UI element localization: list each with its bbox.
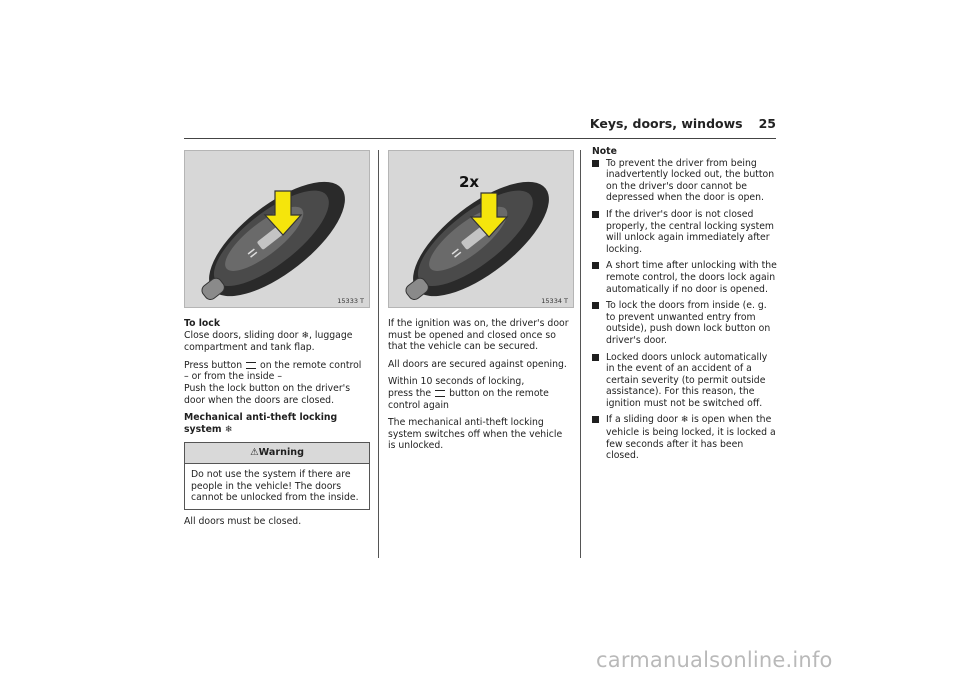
all-doors-closed: All doors must be closed. bbox=[184, 515, 302, 527]
square-bullet-icon bbox=[592, 416, 599, 423]
warning-header bbox=[185, 443, 369, 464]
lock-button-icon bbox=[435, 390, 445, 397]
column-divider-2 bbox=[580, 150, 581, 558]
note-list bbox=[592, 158, 778, 462]
warning-box bbox=[184, 442, 370, 509]
remote-key-illustration bbox=[185, 151, 369, 307]
lock-button-icon bbox=[246, 362, 256, 369]
list-item: If a sliding door ❄ is open when the vehicle is being locked, it is locked a few seconds after it has been closed. bbox=[592, 414, 778, 461]
option-star-icon: ❄ bbox=[680, 415, 689, 426]
square-bullet-icon bbox=[592, 354, 599, 361]
list-item: Locked doors unlock automatically in the event of an accident of a certain severity (to permit outside assistance). For this reason, the ignition must not be switched off. bbox=[592, 352, 778, 410]
warning-title: Warning bbox=[258, 447, 304, 459]
square-bullet-icon bbox=[592, 160, 599, 167]
left-column bbox=[184, 318, 370, 533]
figure-code: 15333 T bbox=[337, 297, 364, 305]
option-star-icon: ❄ bbox=[301, 330, 309, 341]
square-bullet-icon bbox=[592, 302, 599, 309]
square-bullet-icon bbox=[592, 211, 599, 218]
warning-text: Do not use the system if there are people in the vehicle! The doors cannot be unlocked from the inside. bbox=[191, 468, 359, 504]
middle-column bbox=[388, 318, 572, 458]
press-twice-badge: 2x bbox=[459, 173, 480, 191]
page-number: 25 bbox=[758, 116, 776, 131]
secured-paragraph: All doors are secured against opening. bbox=[388, 358, 567, 370]
note-heading: Note bbox=[592, 146, 617, 157]
mechanical-heading: Mechanical anti-theft locking system ❄ bbox=[184, 412, 338, 435]
ignition-paragraph: If the ignition was on, the driver's door must be opened and closed once so that the vehicle can be secured. bbox=[388, 318, 569, 353]
list-item: To prevent the driver from being inadvertently locked out, the button on the driver's door cannot be depressed when the door is open. bbox=[592, 158, 778, 204]
header-rule bbox=[184, 138, 776, 139]
switches-off-paragraph: The mechanical anti-theft locking system switches off when the vehicle is unlocked. bbox=[388, 417, 563, 452]
page-header bbox=[570, 116, 776, 131]
list-item: To lock the doors from inside (e. g. to prevent unwanted entry from outside), push down lock button on driver's door. bbox=[592, 300, 778, 346]
watermark: carmanualsonline.info bbox=[596, 648, 833, 672]
figure-remote-double-press bbox=[388, 150, 574, 308]
close-doors-paragraph: Close doors, sliding door ❄, luggage compartment and tank flap. bbox=[184, 329, 353, 354]
press-button-paragraph: Press button on the remote control – or from the inside – Push the lock button on the driver's door when the doors are closed. bbox=[184, 359, 362, 406]
to-lock-heading: To lock bbox=[184, 318, 220, 329]
square-bullet-icon bbox=[592, 262, 599, 269]
list-item: If the driver's door is not closed properly, the central locking system will unlock again immediately after locking. bbox=[592, 209, 778, 255]
option-star-icon: ❄ bbox=[224, 424, 233, 435]
column-divider-1 bbox=[378, 150, 379, 558]
remote-key-illustration bbox=[389, 151, 573, 307]
section-title: Keys, doors, windows bbox=[589, 116, 743, 131]
figure-code: 15334 T bbox=[541, 297, 568, 305]
list-item: A short time after unlocking with the remote control, the doors lock again automatically if no door is opened. bbox=[592, 260, 778, 295]
figure-remote-lock bbox=[184, 150, 370, 308]
warning-triangle-icon: ⚠ bbox=[250, 447, 259, 459]
within-seconds-paragraph: Within 10 seconds of locking, press the button on the remote control again bbox=[388, 376, 549, 411]
right-column bbox=[592, 146, 778, 467]
